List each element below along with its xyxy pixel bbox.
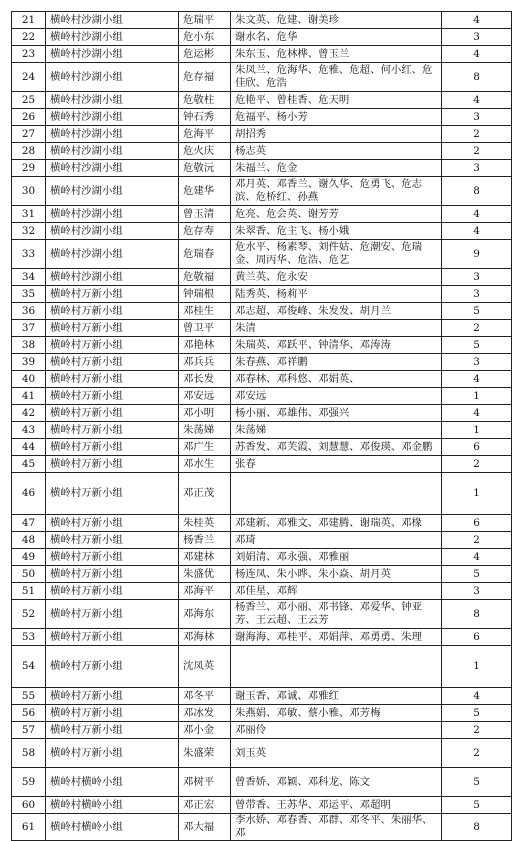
household-head-cell: 邓水生	[179, 456, 231, 473]
table-row	[12, 63, 512, 92]
row-number-cell: 40	[12, 371, 46, 388]
table-row	[12, 92, 512, 109]
household-members-cell: 邓春林、邓科悠、邓娟英、	[231, 371, 442, 388]
row-number-cell: 60	[12, 797, 46, 814]
row-number-cell: 37	[12, 320, 46, 337]
household-members-cell: 苏香发、邓芙霞、刘慧慧、邓俊瑛、邓金鹏	[231, 439, 442, 456]
household-head-cell: 朱盛优	[179, 566, 231, 583]
row-number-cell: 50	[12, 566, 46, 583]
row-number-cell: 53	[12, 629, 46, 646]
table-row	[12, 515, 512, 532]
table-row	[12, 722, 512, 739]
row-number-cell: 39	[12, 354, 46, 371]
member-count-cell: 8	[442, 814, 512, 841]
member-count-cell: 9	[442, 240, 512, 269]
member-count-cell: 3	[442, 109, 512, 126]
household-table	[11, 11, 512, 841]
household-members-cell: 杨连凤、朱小晔、朱小焱、胡月英	[231, 566, 442, 583]
household-head-cell: 危小东	[179, 29, 231, 46]
table-row	[12, 109, 512, 126]
household-members-cell: 谢玉香、邓诚、邓雅红	[231, 688, 442, 705]
row-number-cell: 41	[12, 388, 46, 405]
table-row	[12, 439, 512, 456]
village-group-cell: 横岭村万新小组	[46, 600, 179, 629]
household-head-cell: 邓桂生	[179, 303, 231, 320]
village-group-cell: 横岭村万新小组	[46, 722, 179, 739]
household-members-cell: 朱清	[231, 320, 442, 337]
member-count-cell: 4	[442, 206, 512, 223]
table-row	[12, 629, 512, 646]
row-number-cell: 27	[12, 126, 46, 143]
household-head-cell: 邓小金	[179, 722, 231, 739]
row-number-cell: 59	[12, 768, 46, 797]
household-members-cell: 刘玉英	[231, 739, 442, 768]
row-number-cell: 56	[12, 705, 46, 722]
member-count-cell: 2	[442, 722, 512, 739]
member-count-cell: 3	[442, 29, 512, 46]
table-row	[12, 583, 512, 600]
household-members-cell: 朱文英、危建、谢美珍	[231, 12, 442, 29]
table-row	[12, 532, 512, 549]
household-members-cell: 朱燕娟、邓敏、蔡小雅、邓芳梅	[231, 705, 442, 722]
household-members-cell: 张春	[231, 456, 442, 473]
household-members-cell: 朱东玉、危林桦、曾玉兰	[231, 46, 442, 63]
household-members-cell: 朱福兰、危金	[231, 160, 442, 177]
village-group-cell: 横岭村万新小组	[46, 629, 179, 646]
table-row	[12, 456, 512, 473]
member-count-cell: 4	[442, 46, 512, 63]
household-members-cell: 曾带香、王苏华、邓运平、邓超明	[231, 797, 442, 814]
household-head-cell: 危瑞春	[179, 240, 231, 269]
member-count-cell: 3	[442, 286, 512, 303]
table-row	[12, 337, 512, 354]
household-members-cell: 邓志超、邓俊峰、朱发发、胡月兰	[231, 303, 442, 320]
household-head-cell: 邓冬平	[179, 688, 231, 705]
village-group-cell: 横岭村万新小组	[46, 439, 179, 456]
village-group-cell: 横岭村沙湖小组	[46, 63, 179, 92]
row-number-cell: 34	[12, 269, 46, 286]
row-number-cell: 29	[12, 160, 46, 177]
table-row	[12, 688, 512, 705]
household-head-cell: 朱盛荣	[179, 739, 231, 768]
village-group-cell: 横岭村万新小组	[46, 532, 179, 549]
table-row	[12, 422, 512, 439]
village-group-cell: 横岭村横岭小组	[46, 814, 179, 841]
table-row	[12, 646, 512, 688]
household-members-cell: 朱荡娣	[231, 422, 442, 439]
household-table-body	[12, 12, 512, 841]
household-members-cell: 邓丽伶	[231, 722, 442, 739]
row-number-cell: 55	[12, 688, 46, 705]
table-row	[12, 797, 512, 814]
household-members-cell: 朱翠香、危主飞、杨小娥	[231, 223, 442, 240]
household-head-cell: 邓正茂	[179, 473, 231, 515]
village-group-cell: 横岭村沙湖小组	[46, 126, 179, 143]
household-head-cell: 曾卫平	[179, 320, 231, 337]
household-members-cell	[231, 646, 442, 688]
household-members-cell	[231, 473, 442, 515]
household-members-cell: 邓佳星、邓辉	[231, 583, 442, 600]
village-group-cell: 横岭村沙湖小组	[46, 269, 179, 286]
member-count-cell: 4	[442, 12, 512, 29]
row-number-cell: 47	[12, 515, 46, 532]
member-count-cell: 2	[442, 532, 512, 549]
household-members-cell: 邓月英、邓香兰、谢久华、危勇飞、危志滨、危桥红、孙燕	[231, 177, 442, 206]
member-count-cell: 2	[442, 320, 512, 337]
household-head-cell: 钟瑞根	[179, 286, 231, 303]
village-group-cell: 横岭村万新小组	[46, 688, 179, 705]
household-members-cell: 杨小丽、邓雄伟、邓强兴	[231, 405, 442, 422]
household-head-cell: 危敬柱	[179, 92, 231, 109]
household-head-cell: 朱桂英	[179, 515, 231, 532]
household-head-cell: 危运彬	[179, 46, 231, 63]
row-number-cell: 32	[12, 223, 46, 240]
row-number-cell: 28	[12, 143, 46, 160]
household-head-cell: 邓兵兵	[179, 354, 231, 371]
household-members-cell: 邓建新、邓雅文、邓建腾、谢瑞英、邓椽	[231, 515, 442, 532]
row-number-cell: 43	[12, 422, 46, 439]
table-row	[12, 705, 512, 722]
village-group-cell: 横岭村万新小组	[46, 422, 179, 439]
household-head-cell: 邓建林	[179, 549, 231, 566]
village-group-cell: 横岭村横岭小组	[46, 768, 179, 797]
member-count-cell: 1	[442, 388, 512, 405]
village-group-cell: 横岭村沙湖小组	[46, 109, 179, 126]
household-head-cell: 邓海东	[179, 600, 231, 629]
table-row	[12, 46, 512, 63]
member-count-cell: 5	[442, 303, 512, 320]
household-head-cell: 钟石秀	[179, 109, 231, 126]
household-members-cell: 危水平、杨素琴、刘件姑、危潮安、危瑞金、周丙华、危浩、危艺	[231, 240, 442, 269]
village-group-cell: 横岭村万新小组	[46, 473, 179, 515]
table-row	[12, 12, 512, 29]
household-head-cell: 邓冰发	[179, 705, 231, 722]
member-count-cell: 1	[442, 422, 512, 439]
village-group-cell: 横岭村沙湖小组	[46, 92, 179, 109]
row-number-cell: 44	[12, 439, 46, 456]
table-row	[12, 549, 512, 566]
table-row	[12, 371, 512, 388]
table-row	[12, 286, 512, 303]
village-group-cell: 横岭村万新小组	[46, 583, 179, 600]
row-number-cell: 51	[12, 583, 46, 600]
household-members-cell: 曾香娇、邓颖、邓科龙、陈文	[231, 768, 442, 797]
household-head-cell: 危敬福	[179, 269, 231, 286]
table-row	[12, 177, 512, 206]
row-number-cell: 54	[12, 646, 46, 688]
household-head-cell: 危敬沅	[179, 160, 231, 177]
village-group-cell: 横岭村沙湖小组	[46, 29, 179, 46]
household-head-cell: 邓安远	[179, 388, 231, 405]
household-members-cell: 杨志英	[231, 143, 442, 160]
member-count-cell: 8	[442, 600, 512, 629]
table-row	[12, 473, 512, 515]
row-number-cell: 25	[12, 92, 46, 109]
village-group-cell: 横岭村沙湖小组	[46, 46, 179, 63]
table-row	[12, 814, 512, 841]
member-count-cell: 5	[442, 768, 512, 797]
table-row	[12, 303, 512, 320]
member-count-cell: 6	[442, 515, 512, 532]
table-row	[12, 126, 512, 143]
household-head-cell: 邓树平	[179, 768, 231, 797]
table-row	[12, 768, 512, 797]
row-number-cell: 23	[12, 46, 46, 63]
row-number-cell: 35	[12, 286, 46, 303]
household-head-cell: 朱荡娣	[179, 422, 231, 439]
member-count-cell: 5	[442, 337, 512, 354]
village-group-cell: 横岭村万新小组	[46, 515, 179, 532]
row-number-cell: 21	[12, 12, 46, 29]
household-head-cell: 曾玉清	[179, 206, 231, 223]
village-group-cell: 横岭村万新小组	[46, 566, 179, 583]
household-members-cell: 危艳平、曾桂香、危天明	[231, 92, 442, 109]
member-count-cell: 2	[442, 739, 512, 768]
household-members-cell: 朱瑞英、邓跃平、钟清华、邓涛涛	[231, 337, 442, 354]
village-group-cell: 横岭村万新小组	[46, 456, 179, 473]
village-group-cell: 横岭村万新小组	[46, 549, 179, 566]
row-number-cell: 38	[12, 337, 46, 354]
household-head-cell: 危火庆	[179, 143, 231, 160]
table-row	[12, 269, 512, 286]
row-number-cell: 33	[12, 240, 46, 269]
table-row	[12, 566, 512, 583]
household-members-cell: 朱春燕、邓祥鹏	[231, 354, 442, 371]
household-head-cell: 邓艳林	[179, 337, 231, 354]
village-group-cell: 横岭村万新小组	[46, 286, 179, 303]
member-count-cell: 8	[442, 177, 512, 206]
village-group-cell: 横岭村万新小组	[46, 354, 179, 371]
household-head-cell: 危海平	[179, 126, 231, 143]
table-row	[12, 206, 512, 223]
table-row	[12, 405, 512, 422]
village-group-cell: 横岭村万新小组	[46, 646, 179, 688]
table-row	[12, 143, 512, 160]
household-head-cell: 邓小明	[179, 405, 231, 422]
member-count-cell: 3	[442, 354, 512, 371]
row-number-cell: 49	[12, 549, 46, 566]
household-head-cell: 邓海平	[179, 583, 231, 600]
household-members-cell: 邓安远	[231, 388, 442, 405]
village-group-cell: 横岭村沙湖小组	[46, 143, 179, 160]
table-row	[12, 388, 512, 405]
row-number-cell: 24	[12, 63, 46, 92]
row-number-cell: 46	[12, 473, 46, 515]
table-row	[12, 354, 512, 371]
member-count-cell: 4	[442, 371, 512, 388]
household-members-cell: 刘娟清、邓永强、邓雅丽	[231, 549, 442, 566]
member-count-cell: 4	[442, 223, 512, 240]
household-members-cell: 胡招秀	[231, 126, 442, 143]
member-count-cell: 1	[442, 646, 512, 688]
table-row	[12, 739, 512, 768]
row-number-cell: 58	[12, 739, 46, 768]
row-number-cell: 52	[12, 600, 46, 629]
member-count-cell: 4	[442, 688, 512, 705]
household-members-cell: 危福平、杨小芳	[231, 109, 442, 126]
household-head-cell: 危建华	[179, 177, 231, 206]
row-number-cell: 61	[12, 814, 46, 841]
member-count-cell: 2	[442, 456, 512, 473]
member-count-cell: 4	[442, 92, 512, 109]
household-head-cell: 邓广生	[179, 439, 231, 456]
member-count-cell: 3	[442, 583, 512, 600]
row-number-cell: 36	[12, 303, 46, 320]
village-group-cell: 横岭村万新小组	[46, 371, 179, 388]
household-head-cell: 邓正宏	[179, 797, 231, 814]
member-count-cell: 3	[442, 269, 512, 286]
row-number-cell: 42	[12, 405, 46, 422]
village-group-cell: 横岭村万新小组	[46, 405, 179, 422]
member-count-cell: 4	[442, 405, 512, 422]
row-number-cell: 45	[12, 456, 46, 473]
household-head-cell: 邓大福	[179, 814, 231, 841]
village-group-cell: 横岭村横岭小组	[46, 797, 179, 814]
member-count-cell: 5	[442, 705, 512, 722]
household-members-cell: 谢海海、邓桂平、邓娟萍、邓勇勇、朱理	[231, 629, 442, 646]
row-number-cell: 26	[12, 109, 46, 126]
member-count-cell: 6	[442, 629, 512, 646]
household-head-cell: 杨香兰	[179, 532, 231, 549]
household-members-cell: 李水娇、邓春香、邓群、邓冬平、朱丽华、邓	[231, 814, 442, 841]
table-row	[12, 600, 512, 629]
member-count-cell: 6	[442, 439, 512, 456]
household-members-cell: 陆秀英、杨莉平	[231, 286, 442, 303]
village-group-cell: 横岭村万新小组	[46, 320, 179, 337]
village-group-cell: 横岭村万新小组	[46, 739, 179, 768]
village-group-cell: 横岭村沙湖小组	[46, 240, 179, 269]
household-members-cell: 黄兰英、危永安	[231, 269, 442, 286]
table-row	[12, 160, 512, 177]
member-count-cell: 5	[442, 797, 512, 814]
household-head-cell: 危存寿	[179, 223, 231, 240]
table-row	[12, 320, 512, 337]
village-group-cell: 横岭村万新小组	[46, 337, 179, 354]
household-members-cell: 危亮、危会英、谢芳芳	[231, 206, 442, 223]
village-group-cell: 横岭村沙湖小组	[46, 160, 179, 177]
row-number-cell: 30	[12, 177, 46, 206]
member-count-cell: 1	[442, 473, 512, 515]
village-group-cell: 横岭村万新小组	[46, 303, 179, 320]
member-count-cell: 8	[442, 63, 512, 92]
village-group-cell: 横岭村沙湖小组	[46, 206, 179, 223]
village-group-cell: 横岭村沙湖小组	[46, 223, 179, 240]
table-row	[12, 29, 512, 46]
member-count-cell: 2	[442, 126, 512, 143]
table-row	[12, 223, 512, 240]
household-head-cell: 邓海林	[179, 629, 231, 646]
member-count-cell: 2	[442, 143, 512, 160]
village-group-cell: 横岭村沙湖小组	[46, 12, 179, 29]
member-count-cell: 4	[442, 549, 512, 566]
household-members-cell: 邓琦	[231, 532, 442, 549]
household-head-cell: 沈凤英	[179, 646, 231, 688]
table-row	[12, 240, 512, 269]
row-number-cell: 22	[12, 29, 46, 46]
household-head-cell: 危瑞平	[179, 12, 231, 29]
village-group-cell: 横岭村万新小组	[46, 388, 179, 405]
household-members-cell: 杨香兰、邓小丽、邓书锋、邓爱华、钟亚芳、王云超、王云芳	[231, 600, 442, 629]
household-head-cell: 危存福	[179, 63, 231, 92]
member-count-cell: 3	[442, 160, 512, 177]
village-group-cell: 横岭村沙湖小组	[46, 177, 179, 206]
household-head-cell: 邓长发	[179, 371, 231, 388]
household-members-cell: 朱凤兰、危海华、危雅、危超、何小红、危佳欣、危浩	[231, 63, 442, 92]
row-number-cell: 31	[12, 206, 46, 223]
row-number-cell: 48	[12, 532, 46, 549]
member-count-cell: 5	[442, 566, 512, 583]
row-number-cell: 57	[12, 722, 46, 739]
village-group-cell: 横岭村万新小组	[46, 705, 179, 722]
household-members-cell: 谢水名、危华	[231, 29, 442, 46]
